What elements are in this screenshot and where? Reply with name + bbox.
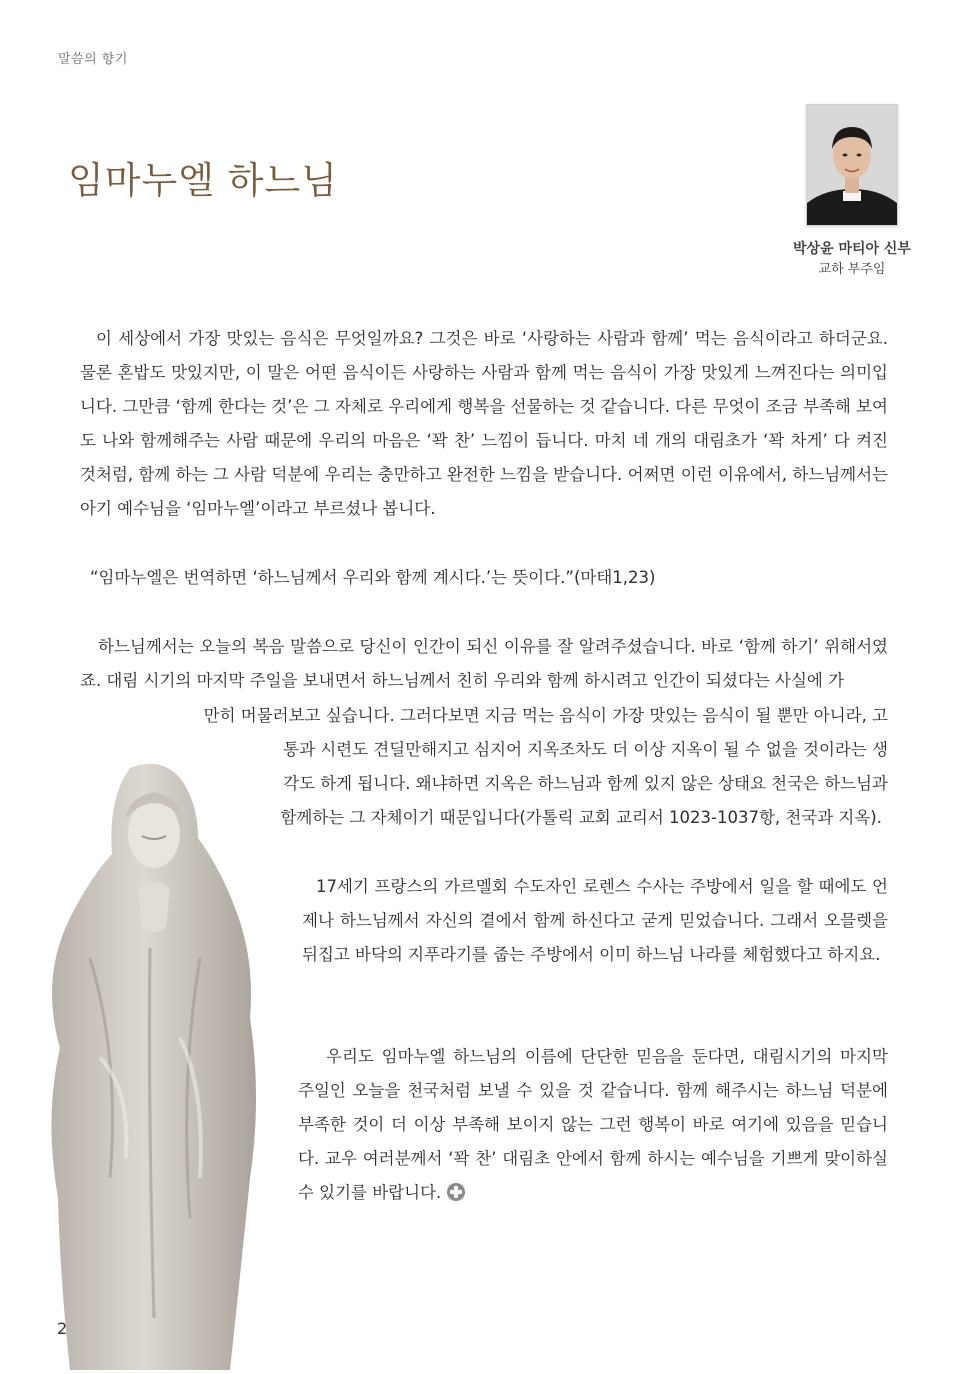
page-number: 2 (57, 1319, 68, 1338)
section-label: 말씀의 향기 (58, 52, 128, 67)
paragraph-intro: 이 세상에서 가장 맛있는 음식은 무엇일까요? 그것은 바로 ‘사랑하는 사람과 함께’ 먹는 음식이라고 하더군요. 물론 혼밥도 맛있지만, 이 말은 어떤 음식이든 사랑하는 사람과 함께 먹는 음식이 가장 맛있게 느껴진다는 의미입니다. 그만큼 ‘함께 한다는 것’은 그 자체로 우리에게 행복을 선물하는 것 같습니다. 다른 무엇이 조금 부족해 보여도 나와 함께해주는 사람 때문에 우리의 마음은 ‘꽉 찬’ 느낌이 듭니다. 마치 네 개의 대림초가 ‘꽉 차게’ 다 켜진 것처럼, 함께 하는 그 사람 덕분에 우리는 충만하고 완전한 느낌을 받습니다. 어쩌면 이런 이유에서, 하느님께서는 아기 예수님을 ‘임마누엘’이라고 부르셨나 봅니다. (80, 329, 888, 518)
author-photo (806, 104, 898, 226)
scripture-quote: “임마누엘은 번역하면 ‘하느님께서 우리와 함께 계시다.’는 뜻이다.”(마태1,23) (90, 568, 656, 587)
author-name: 박상윤 마티아 신부 (793, 241, 911, 257)
mary-statue-image (30, 758, 270, 1370)
cross-circle-icon (447, 1183, 465, 1201)
mary-statue-icon (30, 758, 270, 1370)
priest-portrait-icon (807, 105, 897, 225)
paragraph-2-top: 하느님께서는 오늘의 복음 말씀으로 당신이 인간이 되신 이유를 잘 알려주셨습니다. 바로 ‘함께 하기’ 위해서였죠. 대림 시기의 마지막 주일을 보내면서 하느님께서 친히 우리와 함께 하시려고 인간이 되셨다는 사실에 가 (80, 637, 888, 690)
paragraph-2-line-5: 각도 하게 됩니다. 왜냐하면 지옥은 하느님과 함께 있지 않은 상태요 천국은 하느님과 (283, 774, 888, 793)
paragraph-closing-text: 우리도 임마누엘 하느님의 이름에 단단한 믿음을 둔다면, 대림시기의 마지막 주일인 오늘을 천국처럼 보낼 수 있을 것 같습니다. 함께 해주시는 하느님 덕분에 부족한 것이 더 이상 부족해 보이지 않는 그런 행복이 바로 여기에 있음을 믿습니다. 교우 여러분께서 ‘꽉 찬’ 대림초 안에서 함께 하시는 예수님을 기쁘게 맞이하실 수 있기를 바랍니다. (298, 1047, 888, 1202)
paragraph-2-line-3: 만히 머물러보고 싶습니다. 그러다보면 지금 먹는 음식이 가장 맛있는 음식이 될 뿐만 아니라, 고 (203, 706, 888, 725)
paragraph-lawrence: 17세기 프랑스의 가르멜회 수도자인 로렌스 수사는 주방에서 일을 할 때에도 언제나 하느님께서 자신의 곁에서 함께 하신다고 굳게 믿었습니다. 그래서 오믈렛을 뒤집고 바닥의 지푸라기를 줍는 주방에서 이미 하느님 나라를 체험했다고 하지요. (302, 877, 888, 964)
paragraph-closing (298, 1040, 888, 1210)
author-role: 교하 부주임 (818, 262, 886, 277)
paragraph-2-line-6: 함께하는 그 자체이기 때문입니다(가톨릭 교회 교리서 1023-1037항, 천국과 지옥). (280, 808, 882, 827)
paragraph-2-line-4: 통과 시련도 견딜만해지고 심지어 지옥조차도 더 이상 지옥이 될 수 없을 것이라는 생 (283, 740, 888, 759)
page-title: 임마누엘 하느님 (68, 159, 338, 202)
